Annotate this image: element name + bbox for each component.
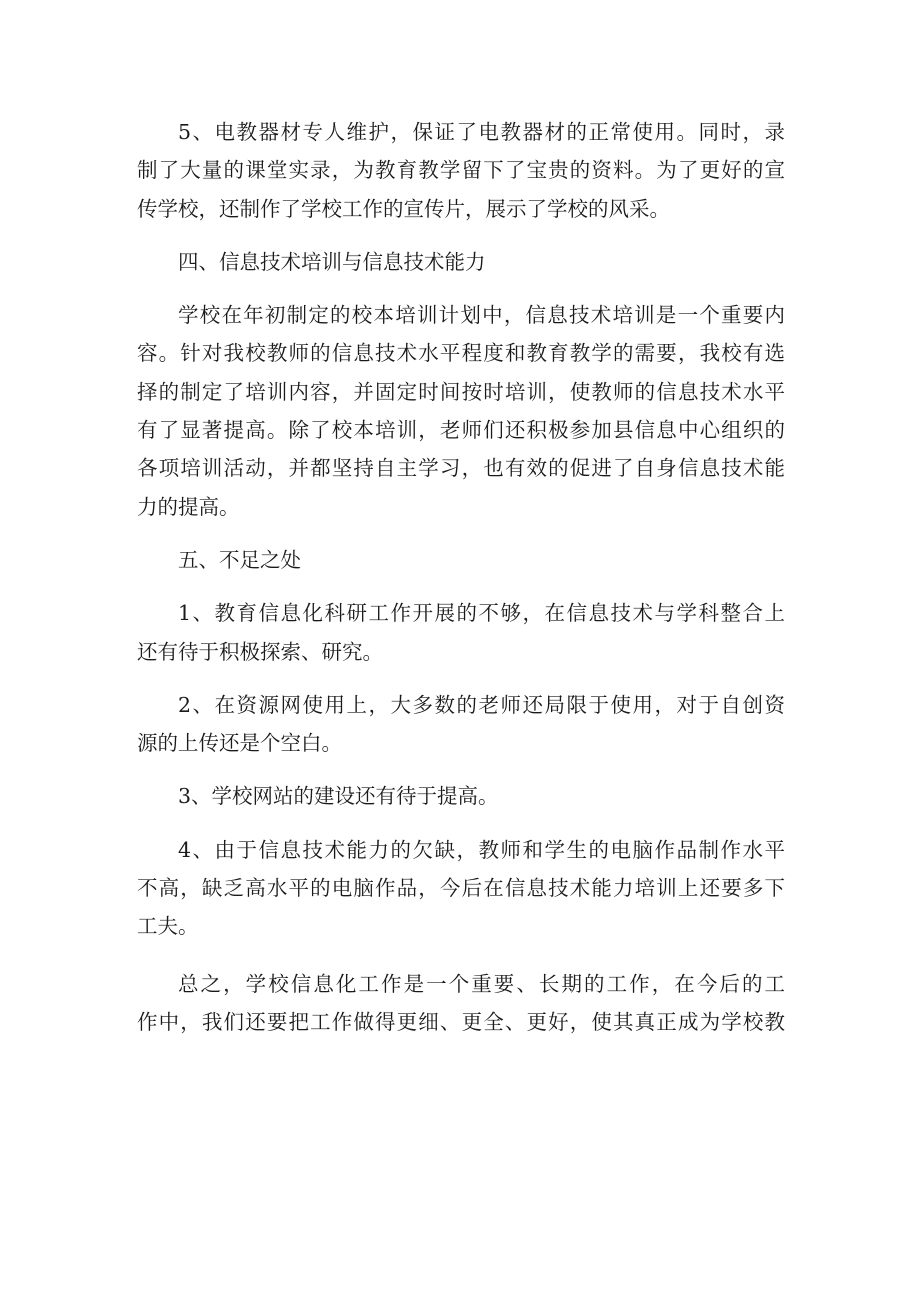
text-line: 2、在资源网使用上，大多数的老师还局限于使用，对于自创资: [178, 692, 785, 717]
text-line: 不高，缺乏高水平的电脑作品，今后在信息技术能力培训上还要多下: [137, 876, 785, 901]
text-line: 还有待于积极探索、研究。: [137, 639, 383, 664]
text-line: 1、教育信息化科研工作开展的不够，在信息技术与学科整合上: [178, 601, 785, 626]
text-line: 5、电教器材专人维护，保证了电教器材的正常使用。同时，录: [178, 120, 785, 144]
text-line: 3、学校网站的建设还有待于提高。: [178, 784, 499, 809]
text-line: 容。针对我校教师的信息技术水平程度和教育教学的需要，我校有选: [137, 341, 785, 366]
paragraph-shortcoming-2: [137, 686, 785, 763]
text-line: 有了显著提高。除了校本培训，老师们还积极参加县信息中心组织的: [137, 418, 785, 443]
text-line: 制了大量的课堂实录，为教育教学留下了宝贵的资料。为了更好的宣: [137, 158, 785, 183]
text-line: 作中，我们还要把工作做得更细、更全、更好，使其真正成为学校教: [137, 1009, 785, 1034]
text-line: 传学校，还制作了学校工作的宣传片，展示了学校的风采。: [137, 196, 670, 221]
paragraph-shortcoming-3: [137, 777, 785, 815]
paragraph-equipment-maintenance: [137, 113, 785, 228]
text-line: 择的制定了培训内容，并固定时间按时培训，使教师的信息技术水平: [137, 379, 785, 404]
text-line: 各项培训活动，并都坚持自主学习，也有效的促进了自身信息技术能: [137, 456, 785, 481]
text-line: 工夫。: [137, 914, 199, 939]
paragraph-conclusion: [137, 965, 785, 1042]
paragraph-training: [137, 296, 785, 526]
section-heading-training: [137, 243, 785, 281]
paragraph-shortcoming-4: [137, 831, 785, 946]
text-line: 总之，学校信息化工作是一个重要、长期的工作，在今后的工: [178, 971, 785, 996]
text-line: 源的上传还是个空白。: [137, 731, 342, 756]
paragraph-shortcoming-1: [137, 594, 785, 671]
heading-text: 五、不足之处: [178, 547, 301, 572]
heading-text: 四、信息技术培训与信息技术能力: [178, 249, 486, 274]
document-body: [137, 113, 785, 1041]
text-line: 力的提高。: [137, 494, 240, 519]
text-line: 学校在年初制定的校本培训计划中，信息技术培训是一个重要内: [178, 303, 785, 328]
section-heading-shortcomings: [137, 541, 785, 579]
text-line: 4、由于信息技术能力的欠缺，教师和学生的电脑作品制作水平: [178, 837, 785, 862]
